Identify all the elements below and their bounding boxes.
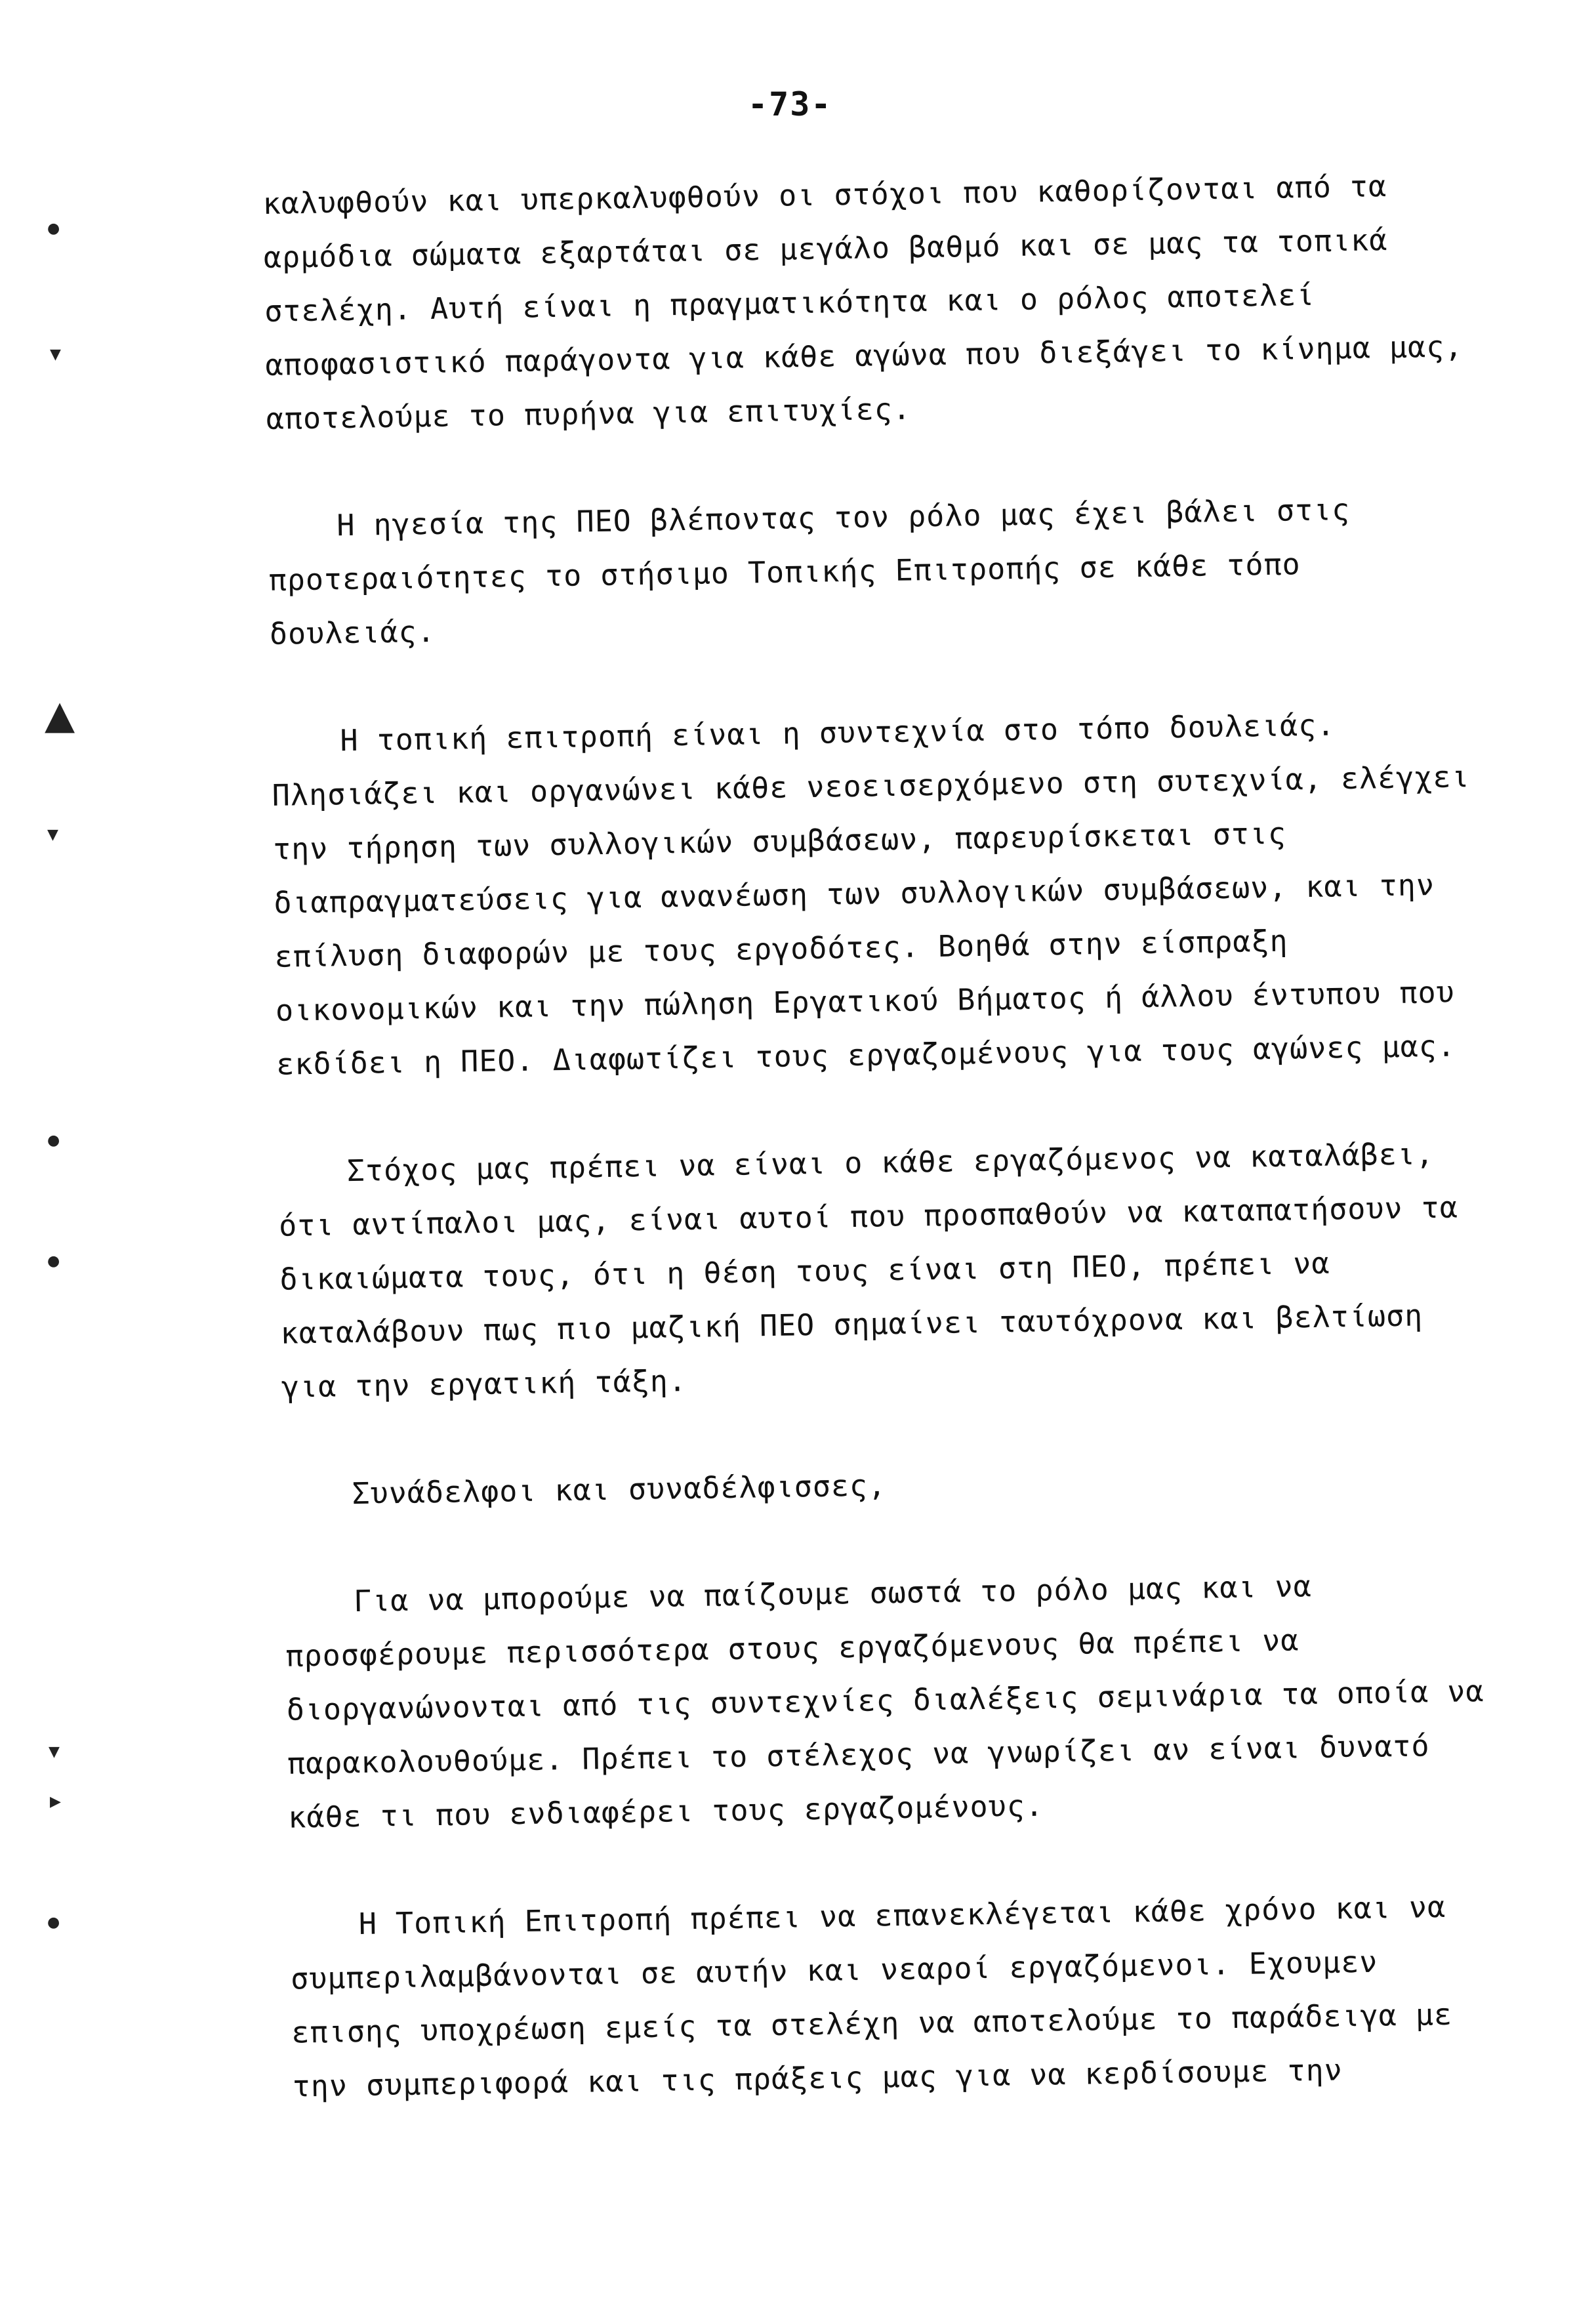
text-line: αρμόδια σώματα εξαρτάται σε μεγάλο βαθμό και σε μας τα τοπικά bbox=[263, 222, 1388, 275]
text-line: οικονομικών και την πώληση Εργατικού Βήματος ή άλλου έντυπου που bbox=[275, 974, 1456, 1028]
paragraph-2 bbox=[268, 482, 1399, 661]
text-line: επισης υποχρέωση εμείς τα στελέχη να αποτελούμε το παράδειγα με bbox=[291, 1996, 1453, 2050]
text-line: επίλυση διαφορών με τους εργοδότες. Βοηθά στην είσπραξη bbox=[274, 923, 1288, 974]
text-line: Η τοπική επιτροπή είναι η συντεχνία στο τόπο δουλειάς. bbox=[340, 707, 1336, 758]
paragraph-7 bbox=[289, 1881, 1453, 2114]
text-line: ότι αντίπαλοι μας, είναι αυτοί που προσπαθούν να καταπατήσουν τα bbox=[278, 1189, 1459, 1243]
margin-dot-icon: ● bbox=[47, 220, 60, 237]
paragraph-1 bbox=[262, 159, 1463, 446]
text-line: καταλάβουν πως πιο μαζική ΠΕΟ σημαίνει ταυτόχρονα και βελτίωση bbox=[280, 1298, 1423, 1351]
text-line: διαπραγματεύσεις για ανανέωση των συλλογικών συμβάσεων, και την bbox=[273, 867, 1435, 920]
page-number: -73- bbox=[748, 85, 832, 123]
margin-arrow-icon: ▼ bbox=[50, 346, 61, 363]
margin-arrow-icon: ▶ bbox=[50, 1794, 61, 1810]
text-line: Στόχος μας πρέπει να είναι ο κάθε εργαζόμενος να καταλάβει, bbox=[346, 1136, 1435, 1189]
paragraph-6 bbox=[284, 1558, 1484, 1845]
margin-dot-icon: ● bbox=[47, 1132, 60, 1149]
text-line: συμπεριλαμβάνονται σε αυτήν και νεαροί εργαζόμενοι. Εχουμεν bbox=[290, 1944, 1378, 1996]
margin-arrow-icon: ▼ bbox=[49, 1744, 60, 1760]
text-line: Η ηγεσία της ΠΕΟ βλέποντας τον ρόλο μας έχει βάλει στις bbox=[336, 492, 1351, 543]
text-line: αποφασιστικό παράγοντα για κάθε αγώνα που διεξάγει το κίνημα μας, bbox=[265, 329, 1463, 382]
paragraph-5 bbox=[283, 1451, 1412, 1522]
text-line: στελέχη. Αυτή είναι η πραγματικότητα και ο ρόλος αποτελεί bbox=[264, 277, 1315, 329]
paragraph-3 bbox=[271, 697, 1470, 1092]
margin-triangle-icon: ▲ bbox=[45, 692, 75, 738]
text-line: κάθε τι που ενδιαφέρει τους εργαζομένους. bbox=[287, 1788, 1044, 1835]
text-line: εκδίδει η ΠΕΟ. Διαφωτίζει τους εργαζομένους για τους αγώνες μας. bbox=[276, 1028, 1456, 1082]
margin-arrow-icon: ▼ bbox=[47, 827, 58, 843]
text-line: δικαιώματα τους, ότι η θέση τους είναι στη ΠΕΟ, πρέπει να bbox=[279, 1245, 1330, 1297]
text-line: Συνάδελφοι και συναδέλφισσες, bbox=[352, 1468, 887, 1512]
text-line: την συμπεριφορά και τις πράξεις μας για να κερδίσουμε την bbox=[292, 2052, 1343, 2104]
text-line: αποτελούμε το πυρήνα για επιτυχίες. bbox=[266, 391, 912, 436]
body-text bbox=[262, 159, 1484, 2168]
text-line: παρακολουθούμε. Πρέπει το στέλεχος να γνωρίζει αν είναι δυνατό bbox=[287, 1728, 1430, 1781]
paragraph-4 bbox=[277, 1128, 1459, 1414]
text-line: Πλησιάζει και οργανώνει κάθε νεοεισερχόμενο στη συτεχνία, ελέγχει bbox=[272, 759, 1470, 813]
text-line: προτεραιότητες το στήσιμο Τοπικής Επιτροπής σε κάθε τόπο bbox=[268, 546, 1301, 598]
text-line: προσφέρουμε περισσότερα στους εργαζόμενους θα πρέπει να bbox=[285, 1622, 1299, 1674]
text-line: καλυφθούν και υπερκαλυφθούν οι στόχοι που καθορίζονται από τα bbox=[262, 169, 1387, 221]
text-line: δουλειάς. bbox=[269, 613, 436, 651]
text-line: Η Τοπική Επιτροπή πρέπει να επανεκλέγεται κάθε χρόνο και να bbox=[358, 1889, 1446, 1942]
text-line: την τήρηση των συλλογικών συμβάσεων, παρευρίσκεται στις bbox=[272, 815, 1287, 867]
text-line: για την εργατική τάξη. bbox=[281, 1363, 687, 1405]
margin-dot-icon: ● bbox=[47, 1253, 60, 1269]
text-line: διοργανώνονται από τις συντεχνίες διαλέξεις σεμινάρια τα οποία να bbox=[286, 1674, 1484, 1727]
text-line: Για να μπορούμε να παίζουμε σωστά το ρόλο μας και να bbox=[353, 1569, 1313, 1619]
margin-dot-icon: ● bbox=[47, 1914, 60, 1931]
